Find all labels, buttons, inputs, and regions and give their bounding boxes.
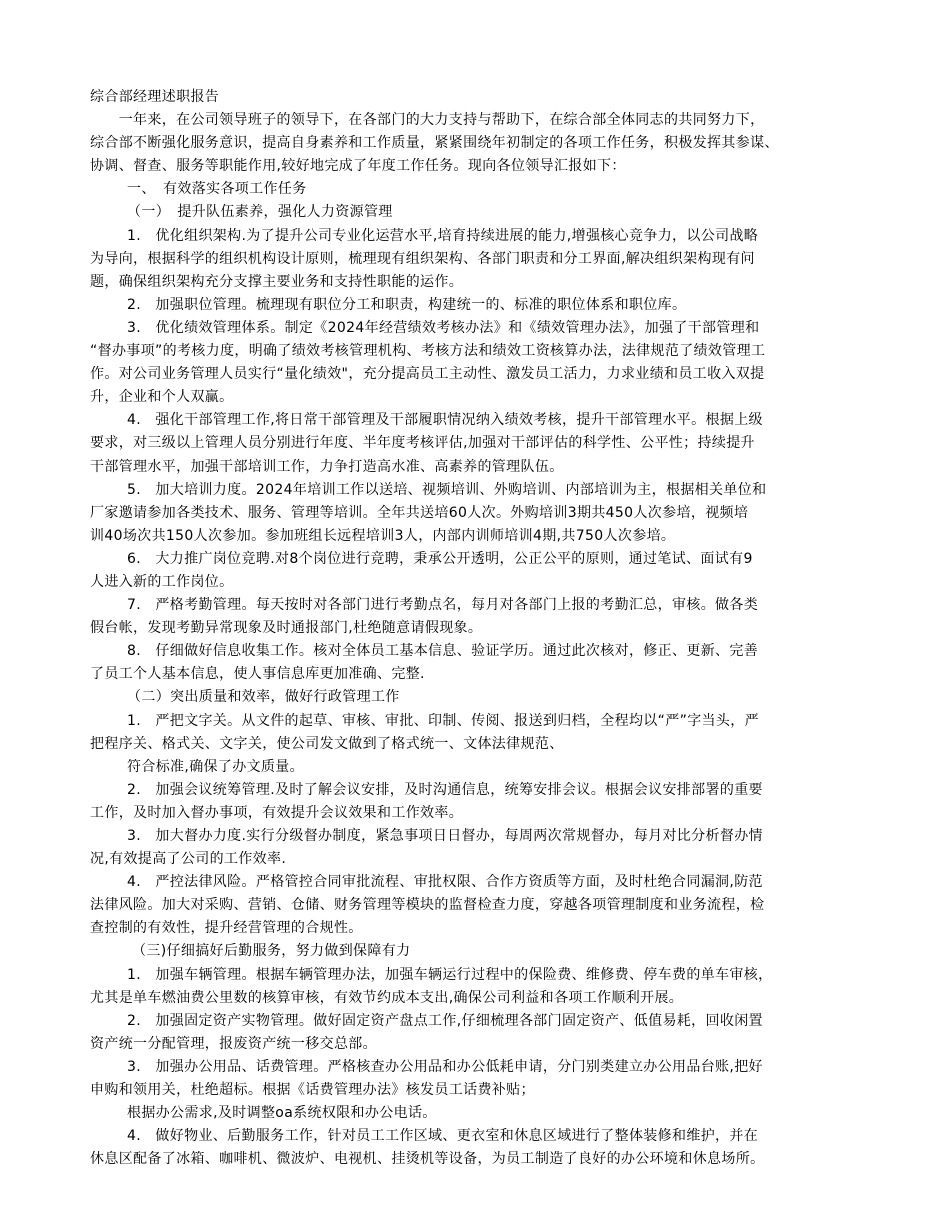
paragraph-line: 申购和领用关，杜绝超标。根据《话费管理办法》核发员工话费补贴； [90, 1082, 535, 1099]
intro-line: 综合部不断强化服务意识，提高自身素养和工作质量，紧紧围绕年初制定的各项工作任务，积极发挥其参谋、 [90, 135, 779, 152]
paragraph-line: 2. 加强会议统筹管理.及时了解会议安排，及时沟通信息，统筹安排会议。根据会议安排部署的重要 [127, 781, 763, 798]
paragraph-line: 题，确保组织架构充分支撑主要业务和支持性职能的运作。 [90, 273, 464, 290]
subsection-heading: （二）突出质量和效率，做好行政管理工作 [127, 689, 400, 706]
intro-line: 协调、督查、服务等职能作用,较好地完成了年度工作任务。现向各位领导汇报如下： [90, 158, 626, 175]
subsection-heading: （一） 提升队伍素养，强化人力资源管理 [127, 204, 393, 221]
paragraph-line: 1. 严把文字关。从文件的起草、审核、审批、印制、传阅、报送到归档，全程均以“严”字当头，严 [127, 712, 759, 729]
paragraph-line: 法律风险。加大对采购、营销、仓储、财务管理等模块的监督检查力度，穿越各项管理制度和业务流程，检 [90, 897, 765, 914]
paragraph-line: 5. 加大培训力度。2024年培训工作以送培、视频培训、外购培训、内部培训为主，根据相关单位和 [127, 481, 767, 498]
section-heading: 一、 有效落实各项工作任务 [127, 181, 307, 198]
document-page [90, 86, 860, 1171]
paragraph-line: 要求，对三级以上管理人员分别进行年度、半年度考核评估,加强对干部评估的科学性、公平性；持续提升 [90, 435, 755, 452]
paragraph-line: 人进入新的工作岗位。 [90, 573, 234, 590]
paragraph-line: 2. 加强固定资产实物管理。做好固定资产盘点工作,仔细梳理各部门固定资产、低值易耗，回收闲置 [127, 1012, 763, 1029]
paragraph-line: 厂家邀请参加各类技术、服务、管理等培训。全年共送培60人次。外购培训3期共450人次参培，视频培 [90, 504, 749, 521]
paragraph-line: 4. 做好物业、后勤服务工作，针对员工工作区域、更衣室和休息区域进行了整体装修和维护，并在 [127, 1128, 759, 1145]
paragraph-line: 了员工个人基本信息，使人事信息库更加准确、完整. [90, 666, 425, 683]
paragraph-line: 根据办公需求,及时调整oa系统权限和办公电话。 [127, 1105, 437, 1122]
paragraph-line: 2. 加强职位管理。梳理现有职位分工和职责，构建统一的、标准的职位体系和职位库。 [127, 296, 687, 313]
paragraph-line: 为导向，根据科学的组织机构设计原则，梳理现有组织架构、各部门职责和分工界面,解决组织架构现有问 [90, 250, 755, 267]
paragraph-line: 工作，及时加入督办事项，有效提升会议效果和工作效率。 [90, 804, 464, 821]
paragraph-line: 休息区配备了冰箱、咖啡机、微波炉、电视机、挂烫机等设备，为员工制造了良好的办公环境和休息场所。 [90, 1151, 765, 1168]
paragraph-line: 符合标准,确保了办文质量。 [127, 758, 304, 775]
paragraph-line: 7. 严格考勤管理。每天按时对各部门进行考勤点名，每月对各部门上报的考勤汇总，审核。做各类 [127, 597, 759, 614]
paragraph-line: 1. 加强车辆管理。根据车辆管理办法，加强车辆运行过程中的保险费、维修费、停车费的单车审核， [127, 966, 773, 983]
paragraph-line: 假台帐，发现考勤异常现象及时通报部门,杜绝随意请假现象。 [90, 620, 483, 637]
paragraph-line: 把程序关、格式关、文字关，使公司发文做到了格式统一、文体法律规范、 [90, 735, 564, 752]
paragraph-line: 查控制的有效性，提升经营管理的合规性。 [90, 920, 363, 937]
paragraph-line: 3. 加强办公用品、话费管理。严格核查办公用品和办公低耗申请，分门别类建立办公用品台账,把好 [127, 1058, 763, 1075]
paragraph-line: 6. 大力推广岗位竞聘.对8个岗位进行竞聘，秉承公开透明，公正公平的原则，通过笔试、面试有9 [127, 550, 753, 567]
paragraph-line: 4. 强化干部管理工作,将日常干部管理及干部履职情况纳入绩效考核，提升干部管理水平。根据上级 [127, 412, 763, 429]
paragraph-line: 干部管理水平，加强干部培训工作，力争打造高水准、高素养的管理队伍。 [90, 458, 564, 475]
intro-line: 一年来，在公司领导班子的领导下，在各部门的大力支持与帮助下，在综合部全体同志的共同努力下， [90, 112, 765, 129]
paragraph-line: 训40场次共150人次参加。参加班组长远程培训3人，内部内训师培训4期,共750人次参培。 [90, 527, 676, 544]
paragraph-line: 3. 加大督办力度.实行分级督办制度，紧急事项日日督办，每周两次常规督办，每月对比分析督办情 [127, 828, 763, 844]
document-title: 综合部经理述职报告 [90, 89, 220, 105]
paragraph-line: 况,有效提高了公司的工作效率. [90, 851, 287, 868]
paragraph-line: “督办事项”的考核力度，明确了绩效考核管理机构、考核方法和绩效工资核算办法，法律规范了绩效管理工 [90, 343, 766, 360]
paragraph-line: 1. 优化组织架构.为了提升公司专业化运营水平,培育持续进展的能力,增强核心竞争力，以公司战略 [127, 227, 759, 244]
paragraph-line: 8. 仔细做好信息收集工作。核对全体员工基本信息、验证学历。通过此次核对，修正、更新、完善 [127, 643, 759, 660]
paragraph-line: 3. 优化绩效管理体系。制定《2024年经营绩效考核办法》和《绩效管理办法》，加强了干部管理和 [127, 319, 760, 336]
paragraph-line: 作。对公司业务管理人员实行“量化绩效"，充分提高员工主动性、激发员工活力，力求业绩和员工收入双提 [90, 366, 765, 383]
paragraph-line: 4. 严控法律风险。严格管控合同审批流程、审批权限、合作方资质等方面，及时杜绝合同漏洞,防范 [127, 874, 763, 891]
paragraph-line: 升，企业和个人双赢。 [90, 389, 234, 406]
subsection-heading: （三)仔细搞好后勤服务，努力做到保障有力 [132, 943, 411, 960]
paragraph-line: 尤其是单车燃油费公里数的核算审核，有效节约成本支出,确保公司利益和各项工作顺利开展。 [90, 989, 684, 1006]
paragraph-line: 资产统一分配管理，报废资产统一移交总部。 [90, 1035, 377, 1052]
